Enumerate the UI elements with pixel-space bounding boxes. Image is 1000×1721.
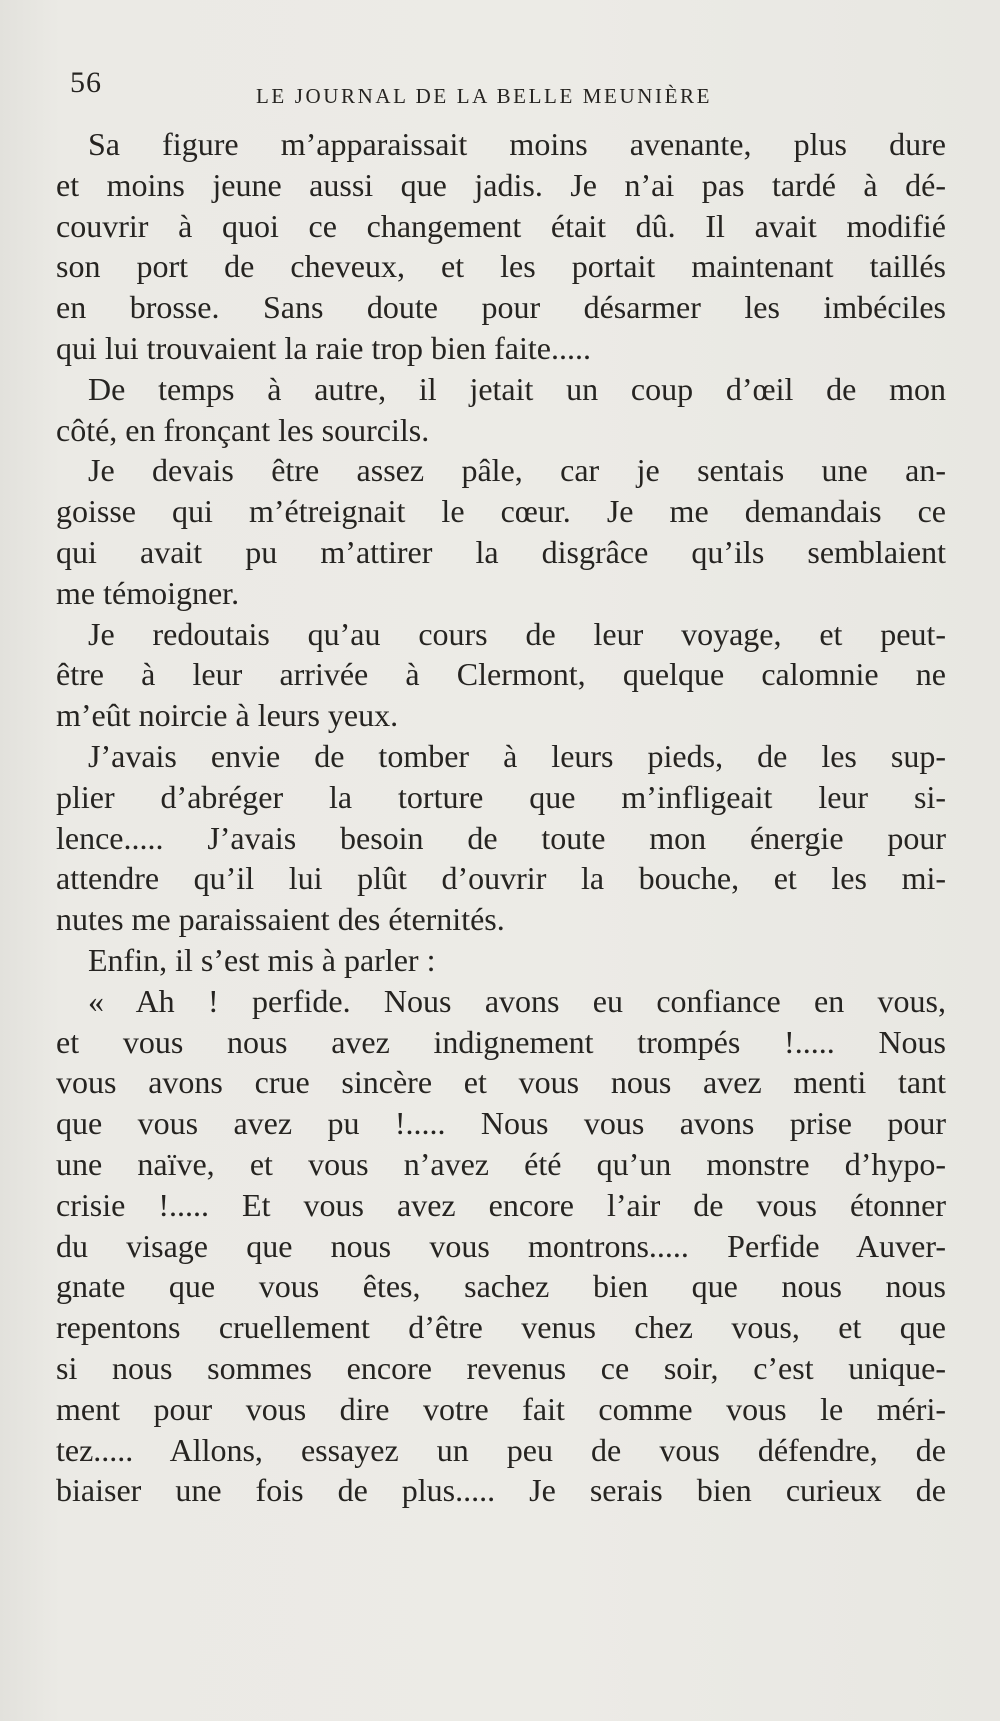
text-line: plier d’abréger la torture que m’infligeait leur si- — [56, 778, 946, 815]
text-line: nutes me paraissaient des éternités. — [56, 901, 505, 938]
text-line: tez..... Allons, essayez un peu de vous défendre, de — [56, 1431, 946, 1468]
text-line: m’eût noircie à leurs yeux. — [56, 697, 399, 734]
text-line: qui lui trouvaient la raie trop bien faite..... — [56, 329, 591, 366]
text-line: vous avons crue sincère et vous nous avez menti tant — [56, 1064, 946, 1101]
text-line: me témoigner. — [56, 574, 240, 611]
text-line: biaiser une fois de plus..... Je serais bien curieux de — [56, 1472, 946, 1509]
text-line: être à leur arrivée à Clermont, quelque calomnie ne — [56, 656, 946, 693]
text-line: J’avais envie de tomber à leurs pieds, de les sup- — [88, 737, 946, 774]
body-text — [56, 124, 946, 1511]
text-line: Je redoutais qu’au cours de leur voyage, et peut- — [88, 615, 946, 652]
text-line: ment pour vous dire votre fait comme vous le méri- — [56, 1390, 946, 1427]
text-line: « Ah ! perfide. Nous avons eu confiance en vous, — [88, 982, 946, 1019]
text-line: côté, en fronçant les sourcils. — [56, 411, 430, 448]
text-line: Je devais être assez pâle, car je sentais une an- — [88, 452, 946, 489]
text-line: goisse qui m’étreignait le cœur. Je me demandais ce — [56, 493, 946, 530]
text-line: crisie !..... Et vous avez encore l’air de vous étonner — [56, 1186, 946, 1223]
text-line: qui avait pu m’attirer la disgrâce qu’ils semblaient — [56, 533, 946, 570]
text-line: lence..... J’avais besoin de toute mon énergie pour — [56, 819, 946, 856]
text-line: et vous nous avez indignement trompés !..... Nous — [56, 1023, 946, 1060]
text-line: une naïve, et vous n’avez été qu’un monstre d’hypo- — [56, 1145, 946, 1182]
text-line: son port de cheveux, et les portait maintenant taillés — [56, 248, 946, 285]
text-line: Sa figure m’apparaissait moins avenante, plus dure — [88, 126, 946, 162]
text-line: De temps à autre, il jetait un coup d’œil de mon — [88, 370, 946, 407]
text-line: repentons cruellement d’être venus chez vous, et que — [56, 1309, 946, 1346]
page-number: 56 — [70, 66, 102, 99]
running-title: LE JOURNAL DE LA BELLE MEUNIÈRE — [256, 84, 713, 108]
text-line: attendre qu’il lui plût d’ouvrir la bouche, et les mi- — [56, 860, 946, 897]
text-line: si nous sommes encore revenus ce soir, c’est unique- — [56, 1349, 946, 1386]
text-line: gnate que vous êtes, sachez bien que nous nous — [56, 1268, 946, 1305]
text-line: du visage que nous vous montrons..... Perfide Auver- — [56, 1227, 946, 1264]
text-line: en brosse. Sans doute pour désarmer les imbéciles — [56, 289, 946, 326]
running-header — [70, 66, 950, 110]
text-line: et moins jeune aussi que jadis. Je n’ai pas tardé à dé- — [56, 166, 946, 203]
text-line: couvrir à quoi ce changement était dû. Il avait modifié — [56, 207, 946, 244]
text-line: que vous avez pu !..... Nous vous avons prise pour — [56, 1105, 946, 1142]
text-line: Enfin, il s’est mis à parler : — [88, 941, 436, 978]
